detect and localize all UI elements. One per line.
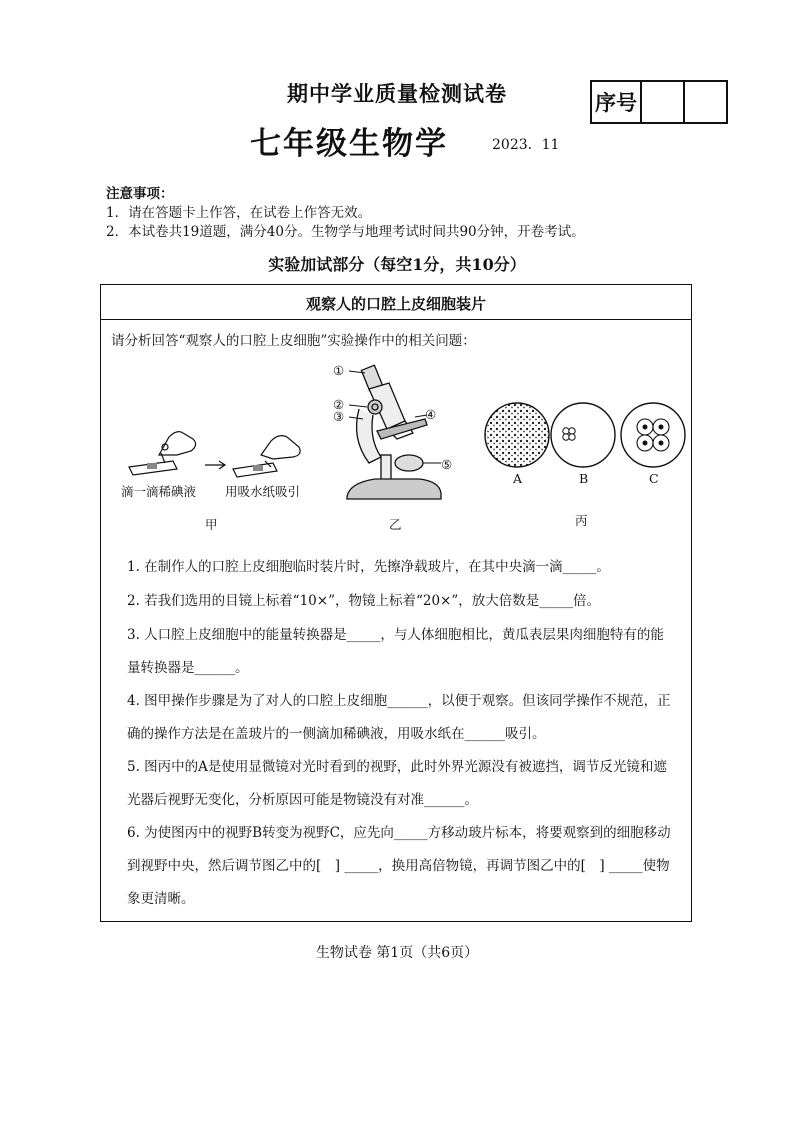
question-2: 2. 若我们选用的目镜上标着“10×”，物镜上标着“20×”，放大倍数是_____倍。 <box>127 593 601 609</box>
question-1: 1. 在制作人的口腔上皮细胞临时装片时，先擦净载玻片，在其中央滴一滴_____。 <box>127 559 610 575</box>
exam-subtitle: 七年级生物学 <box>250 126 448 162</box>
box-divider <box>101 319 691 320</box>
microscope-mark-4: ④ <box>425 407 437 422</box>
microscope-mark-2: ② <box>333 397 345 412</box>
question-3: 3. 人口腔上皮细胞中的能量转换器是_____，与人体细胞相比，黄瓜表层果肉细胞特有的能量转换器是______。 <box>127 627 664 676</box>
question-box <box>100 284 692 922</box>
microscope-mark-5: ⑤ <box>441 457 453 472</box>
microscope-mark-1: ① <box>333 363 345 378</box>
field-label-c: C <box>649 471 659 486</box>
figure-yi-caption: 乙 <box>389 517 402 532</box>
section-title: 实验加试部分（每空1分，共10分） <box>268 255 526 274</box>
microscope-mark-3: ③ <box>333 409 345 424</box>
figure-jia-step1: 滴一滴稀碘液 <box>121 484 197 499</box>
exam-title: 期中学业质量检测试卷 <box>287 81 507 106</box>
figure-yi-microscope <box>329 359 459 509</box>
question-5: 5. 图丙中的A是使用显微镜对光时看到的视野，此时外界光源没有被遮挡，调节反光镜和遮光器后视野无变化，分析原因可能是物镜没有对准______。 <box>127 759 667 808</box>
question-6: 6. 为使图丙中的视野B转变为视野C，应先向_____方移动玻片标本，将要观察到的细胞移动到视野中央，然后调节图乙中的[ ] _____，换用高倍物镜，再调节图乙中的[ ] _____使物象更清晰。 <box>127 825 671 907</box>
figure-jia-caption: 甲 <box>205 517 218 532</box>
box-title: 观察人的口腔上皮细胞装片 <box>305 295 486 313</box>
notice-heading: 注意事项： <box>106 186 174 202</box>
notice-block <box>106 185 585 242</box>
sequence-number-box <box>590 80 728 124</box>
figure-jia-step2: 用吸水纸吸引 <box>225 484 301 499</box>
exam-date: 2023．11 <box>492 137 560 153</box>
sequence-cell-1 <box>642 82 685 122</box>
sequence-cell-2 <box>685 82 726 122</box>
question-4: 4. 图甲操作步骤是为了对人的口腔上皮细胞______，以便于观察。但该同学操作不规范，正确的操作方法是在盖玻片的一侧滴加稀碘液，用吸水纸在______吸引。 <box>127 693 671 742</box>
field-label-a: A <box>513 471 523 486</box>
figure-bing-fields <box>483 397 693 473</box>
field-label-b: B <box>579 471 589 486</box>
box-intro: 请分析回答“观察人的口腔上皮细胞”实验操作中的相关问题： <box>111 333 476 349</box>
page-footer: 生物试卷 第1页（共6页） <box>315 945 479 961</box>
notice-item-2: 2．本试卷共19道题，满分40分。生物学与地理考试时间共90分钟，开卷考试。 <box>106 224 585 240</box>
notice-item-1: 1．请在答题卡上作答，在试卷上作答无效。 <box>106 205 372 221</box>
figure-bing-caption: 丙 <box>575 513 588 528</box>
figure-jia-drawing <box>121 425 311 485</box>
sequence-label: 序号 <box>592 82 642 122</box>
